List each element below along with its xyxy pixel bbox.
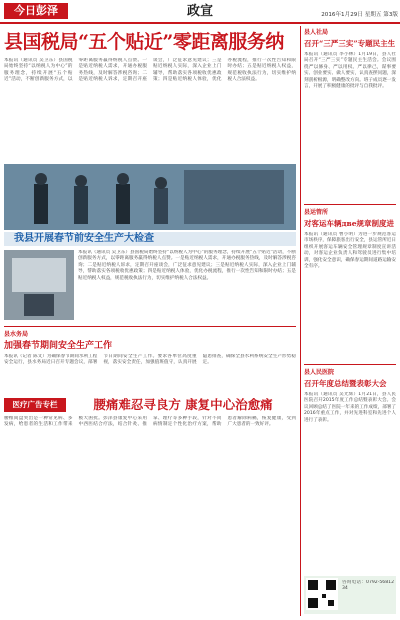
news-rule (304, 364, 396, 365)
news-tag: 县人社局 (304, 29, 329, 36)
right-column (304, 28, 396, 616)
section-title: 政宣 (186, 4, 213, 19)
ad-body: 腰椎间盘突出是一种常见病、多发病，给患者的生活和工作带来极大困扰。彭泽县康复中心采用中西医结合疗法，结合针灸、推拿、理疗等多种手段，针对不同病情制定个性化治疗方案，帮助患者解除病痛，恢复健康，受到广大患者的一致好评。 (4, 416, 296, 428)
news-rule (304, 204, 396, 205)
contact-text: 咨询电话：0792-5681234 (342, 580, 394, 592)
photo-story-body: 本报讯（通讯员 吴卫东）县国税局始终坚持“以纳税人为中心”的服务理念，持续开展“五个贴近”活动，不断创新服务方式，以零距离服务赢得纳税人点赞。一是贴近纳税人需求，开通办税服务热线，及时解答涉税咨询；二是贴近纳税人诉求，定期召开座谈会，广泛征求意见建议；三是贴近纳税人实际，深入企业上门辅导，帮助落实各项税收优惠政策；四是贴近纳税人体验，优化办税流程，推行一次性告知和限时办结；五是贴近纳税人权益，规范税收执法行为，切实维护纳税人合法权益。 (78, 250, 296, 281)
fire-story-tag: 县水务局 (4, 331, 29, 338)
qr-code-icon[interactable] (306, 578, 338, 610)
news-body: 本报讯（通讯员 李小林）1月19日，县人社局召开“三严三实”专题民主生活会。会议围绕严以修身、严以用权、严以律己，谋事要实、创业要实、做人要实，认真查摆问题，深刻剖析根源，明确整改方向。班子成员逐一发言，开展了积极健康的批评与自我批评。 (304, 52, 396, 90)
news-headline: 对客运车辆две规章制度进 (304, 219, 394, 228)
dateline: 2016年1月29日 星期五 第3版 (321, 12, 398, 18)
ad-column-label: 医疗广告专栏 (4, 398, 66, 412)
photo-banner (4, 232, 296, 246)
inspection-photo (4, 164, 296, 230)
lead-body: 本报讯（通讯员 吴卫东）县国税局始终坚持“以纳税人为中心”的服务理念，持续开展“五个贴近”活动，不断创新服务方式，以零距离服务赢得纳税人点赞。一是贴近纳税人需求，开通办税服务热线，及时解答涉税咨询；二是贴近纳税人诉求，定期召开座谈会，广泛征求意见建议；三是贴近纳税人实际，深入企业上门辅导，帮助落实各项税收优惠政策；四是贴近纳税人体验，优化办税流程，推行一次性告知和限时办结；五是贴近纳税人权益，规范税收执法行为，切实维护纳税人合法权益。 (4, 58, 296, 83)
news-body: 本报讯（通讯员 曹小明）为进一步规范客运市场秩序，保障旅客出行安全，县运管所近日组织开展客运车辆安全管理规章制度宣讲活动，对客运企业负责人和驾驶员进行集中培训，强化安全意识，确保春运期间道路运输安全有序。 (304, 232, 396, 270)
column-divider (300, 26, 301, 616)
news-headline: 召开年度总结暨表彰大会 (304, 379, 387, 388)
news-tag: 县人民医院 (304, 369, 335, 376)
newspaper-logo: 今日彭泽 (4, 3, 68, 19)
section-rule (4, 326, 296, 327)
fire-story-body: 本报讯（记者 陈文）为确保春节期间水利工程安全运行，县水务局近日召开专题会议，部署节日期间安全生产工作。要求各单位高度重视，落实安全责任，加强值班值守，认真开展隐患排查，确保全县水利系统安全生产形势稳定。 (4, 354, 296, 366)
contact-box (304, 576, 396, 614)
news-headline: 召开“三严三实”专题民主生 (304, 39, 396, 48)
office-photo (4, 250, 74, 320)
fire-story-headline: 加强春节期间安全生产工作 (4, 341, 113, 351)
photo-caption: 我县开展春节前安全生产大检查 (14, 233, 154, 244)
lead-headline: 县国税局“五个贴近”零距离服务纳 (4, 31, 284, 53)
masthead (0, 0, 400, 24)
ad-headline: 腰痛难忍寻良方 康复中心治愈痛 (93, 398, 273, 412)
news-tag: 县运管所 (304, 209, 329, 216)
news-body: 本报讯（通讯员 吴光辉）1月21日，县人民医院召开2015年度工作总结暨表彰大会。会议回顾总结了医院一年来的工作成绩，部署了2016年重点工作，并对先进科室和先进个人进行了表彰。 (304, 392, 396, 423)
